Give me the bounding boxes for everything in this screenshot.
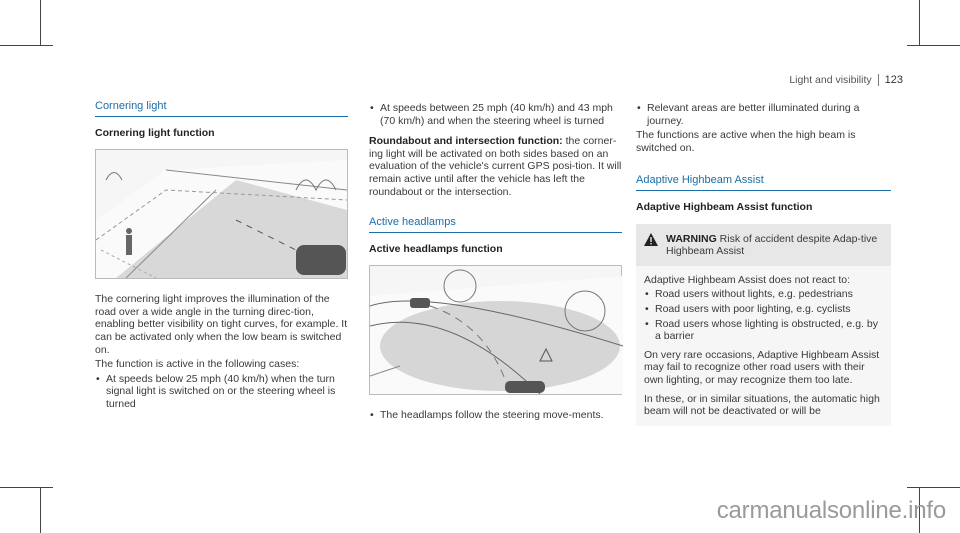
watermark: carmanualsonline.info [716,497,946,524]
section-title-active-headlamps: Active headlamps [369,216,622,233]
header-section: Light and visibility [789,74,872,86]
warning-triangle-icon [644,233,666,258]
warning-header [636,224,891,266]
warning-box [636,224,891,426]
warning-text: Risk of accident despite Adap-tive Highbeam Assist [666,232,878,258]
crop-mark [919,0,920,46]
crop-mark [40,487,41,533]
paragraph: The cornering light improves the illumination of the road over a wide angle in the turning direc-tion, enabling better visibility on tight curves, for example. It can be activated only when the low beam is switched on. [95,293,348,356]
column-1 [95,100,348,413]
active-headlamps-illustration [369,265,622,395]
cornering-light-illustration [95,149,348,279]
list-item: • At speeds between 25 mph (40 km/h) and 43 mph (70 km/h) and when the steering wheel is turned [369,102,622,127]
warning-label: WARNING [666,232,717,245]
crop-mark [907,45,960,46]
subtitle-active-headlamps: Active headlamps function [369,242,503,255]
subtitle-adaptive-highbeam: Adaptive Highbeam Assist function [636,200,813,213]
roundabout-label: Roundabout and intersection function: [369,135,563,148]
list-item: • The headlamps follow the steering move-ments. [369,409,622,422]
paragraph: The function is active in the following cases: [95,358,300,371]
column-3 [636,100,891,426]
column-2 [369,100,622,424]
crop-mark [907,487,960,488]
page-header [789,74,903,86]
subtitle-cornering: Cornering light function [95,126,215,139]
roundabout-text: the corner-ing light will be activated on both sides based on an evaluation of the vehicle's current GPS posi-tion. It will remain active until after the vehicle has left the roundabout or the intersection. [369,135,622,198]
paragraph: In these, or in similar situations, the automatic high beam will not be deactivated or will be [644,392,880,418]
list-item: • At speeds below 25 mph (40 km/h) when the turn signal light is switched on or the steering wheel is turned [95,373,348,411]
list-item: • Road users with poor lighting, e.g. cyclists [644,303,883,316]
list-item: • Road users whose lighting is obstructed, e.g. by a barrier [644,318,883,343]
page-number: 123 [878,74,903,86]
paragraph: On very rare occasions, Adaptive Highbeam Assist may fail to recognize other road users with their own lighting, or may recognize them too late. [644,348,880,386]
paragraph: The functions are active when the high beam is switched on. [636,129,856,154]
crop-mark [40,0,41,46]
paragraph: Adaptive Highbeam Assist does not react to: [644,273,851,286]
section-title-adaptive-highbeam: Adaptive Highbeam Assist [636,174,891,191]
list-item: • Relevant areas are better illuminated during a journey. [636,102,891,127]
crop-mark [0,45,53,46]
paragraph [369,135,622,198]
section-title-cornering: Cornering light [95,100,348,117]
crop-mark [0,487,53,488]
list-item: • Road users without lights, e.g. pedestrians [644,288,883,301]
